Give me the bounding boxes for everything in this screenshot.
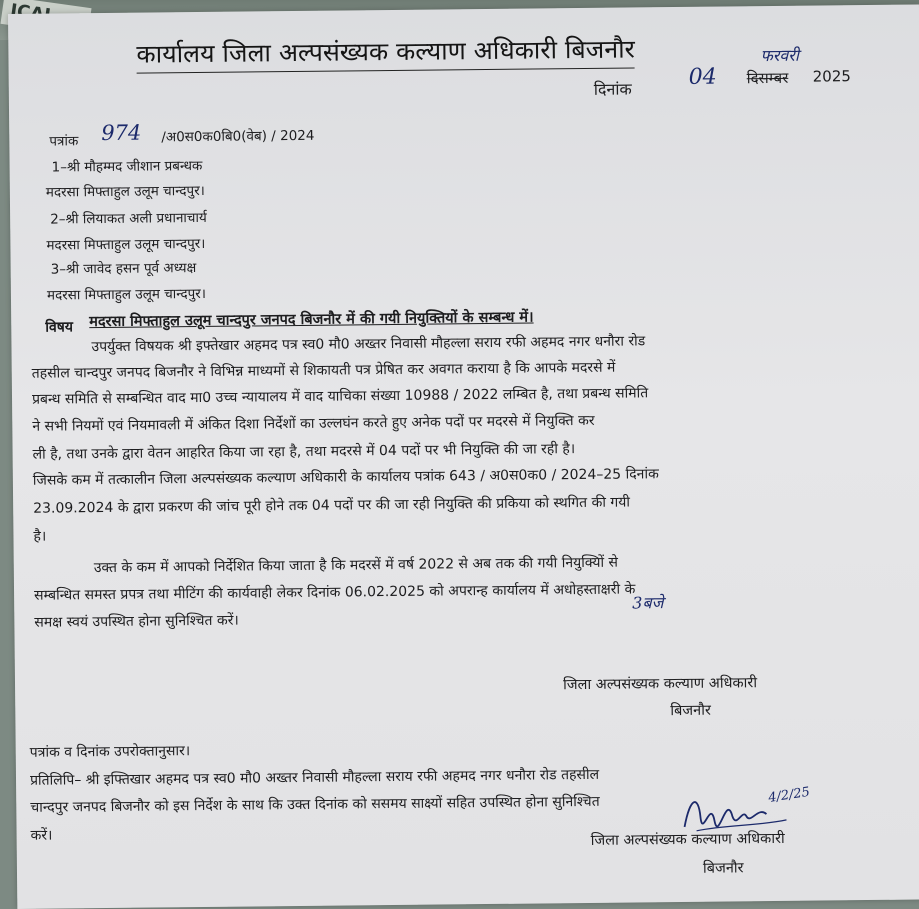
- body-line: ने सभी नियमों एवं नियमावली में अंकित दिशा निर्देशों का उल्लघंन करते हुए अनेक पदों पर मदरसे में नियुक्ति कर: [32, 412, 595, 435]
- signatory-title: जिला अल्पसंख्यक कल्याण अधिकारी: [562, 675, 758, 694]
- copy-line: चान्दपुर जनपद बिजनौर को इस निर्देश के साथ कि उक्त दिनांक को ससमय साक्ष्यों सहित उपस्थित होना सुनिश्चित: [30, 793, 600, 816]
- office-header: कार्यालय जिला अल्पसंख्यक कल्याण अधिकारी बिजनौर: [136, 31, 635, 73]
- addressee-line: मदरसा मिफ्ताहुल उलूम चान्दपुर।: [46, 235, 206, 254]
- body-line: उक्त के कम में आपको निर्देशित किया जाता है कि मदरसें में वर्ष 2022 से अब तक की गयी नियुक्यिों से: [93, 554, 619, 577]
- body-line: है।: [33, 528, 47, 545]
- copy-reference: पत्रांक व दिनांक उपरोक्तानुसार।: [29, 743, 191, 761]
- copy-line: प्रतिलिपि– श्री इफ्तिखार अहमद पत्र स्व0 मौ0 अख्तर निवासी मौहल्ला सराय रफी अहमद नगर धनौरा रोड तहसील: [29, 766, 600, 789]
- addressee-line: 2–श्री लियाकत अली प्रधानाचार्य: [50, 209, 207, 228]
- addressee-line: मदरसा मिफ्ताहुल उलूम चान्दपुर।: [45, 182, 205, 201]
- body-line: तहसील चान्दपुर जनपद बिजनौर ने विभिन्न माध्यमों से शिकायती पत्र प्रेषित कर अवगत कराया है कि आपके मदरसे में: [31, 359, 616, 382]
- date-month-handwritten: फरवरी: [760, 45, 800, 66]
- date-year: 2025: [812, 67, 851, 86]
- ref-label: पत्रांक: [49, 133, 79, 150]
- copy-line: करें।: [30, 827, 53, 844]
- signatory-place: बिजनौर: [702, 860, 744, 877]
- subject-label: विषय: [45, 319, 73, 336]
- ref-number: 974: [101, 120, 142, 146]
- signatory-place: बिजनौर: [670, 702, 711, 720]
- subject-text: मदरसा मिफ्ताहुल उलूम चान्दपुर जनपद बिजनौर में की गयी नियुक्तियों के सम्बन्ध में।: [89, 309, 534, 331]
- date-day: 04: [688, 64, 717, 90]
- letter-page: [8, 4, 919, 908]
- body-line: जिसके कम में तत्कालीन जिला अल्पसंख्यक कल्याण अधिकारी के कार्यालय पत्रांक 643 / अ0स0क0 / 2024–25 दिनांक: [32, 466, 659, 489]
- body-line: सम्बन्धित समस्त प्रपत्र तथा मीटिंग की कार्यवाही लेकर दिनांक 06.02.2025 को अपरान्ह कार्यालय में अधोहस्ताक्षरी के: [34, 581, 636, 604]
- signature-date: 4/2/25: [767, 784, 811, 806]
- body-line: उपर्युक्त विषयक श्री इफ्तेखार अहमद पत्र स्व0 मौ0 अख्तर निवासी मौहल्ला सराय रफी अहमद नगर धनौरा रोड: [91, 333, 646, 356]
- body-line: ली है, तथा उनके द्वारा वेतन आहरित किया जा रहा है, तथा मदरसे में 04 पदों पर भी नियुक्ति की जा रही है।: [32, 441, 576, 463]
- addressee-line: मदरसा मिफ्ताहुल उलूम चान्दपुर।: [46, 285, 206, 304]
- body-line: 23.09.2024 के द्वारा प्रकरण की जांच पूरी होने तक 04 पदों पर की जा रही नियुक्ति की प्रकिया को स्थगित की गयी: [33, 494, 631, 517]
- handwritten-time: 3बजे: [632, 593, 664, 613]
- body-line: समक्ष स्वयं उपस्थित होना सुनिश्चित करें।: [34, 612, 239, 631]
- body-line: प्रबन्ध समिति से सम्बन्धित वाद मा0 उच्च न्यायालय में वाद याचिका संख्या 10988 / 2022 लम्बित है, तथा प्रबन्ध समिति: [31, 385, 649, 408]
- date-month-struck: दिसम्बर: [746, 68, 789, 88]
- addressee-line: 1–श्री मौहम्मद जीशान प्रबन्धक: [51, 157, 203, 176]
- date-label: दिनांक: [593, 79, 632, 99]
- signatory-title: जिला अल्पसंख्यक कल्याण अधिकारी: [590, 830, 785, 849]
- addressee-line: 3–श्री जावेद हसन पूर्व अध्यक्ष: [50, 260, 197, 278]
- ref-suffix: /अ0स0क0बि0(वेब) / 2024: [161, 127, 315, 146]
